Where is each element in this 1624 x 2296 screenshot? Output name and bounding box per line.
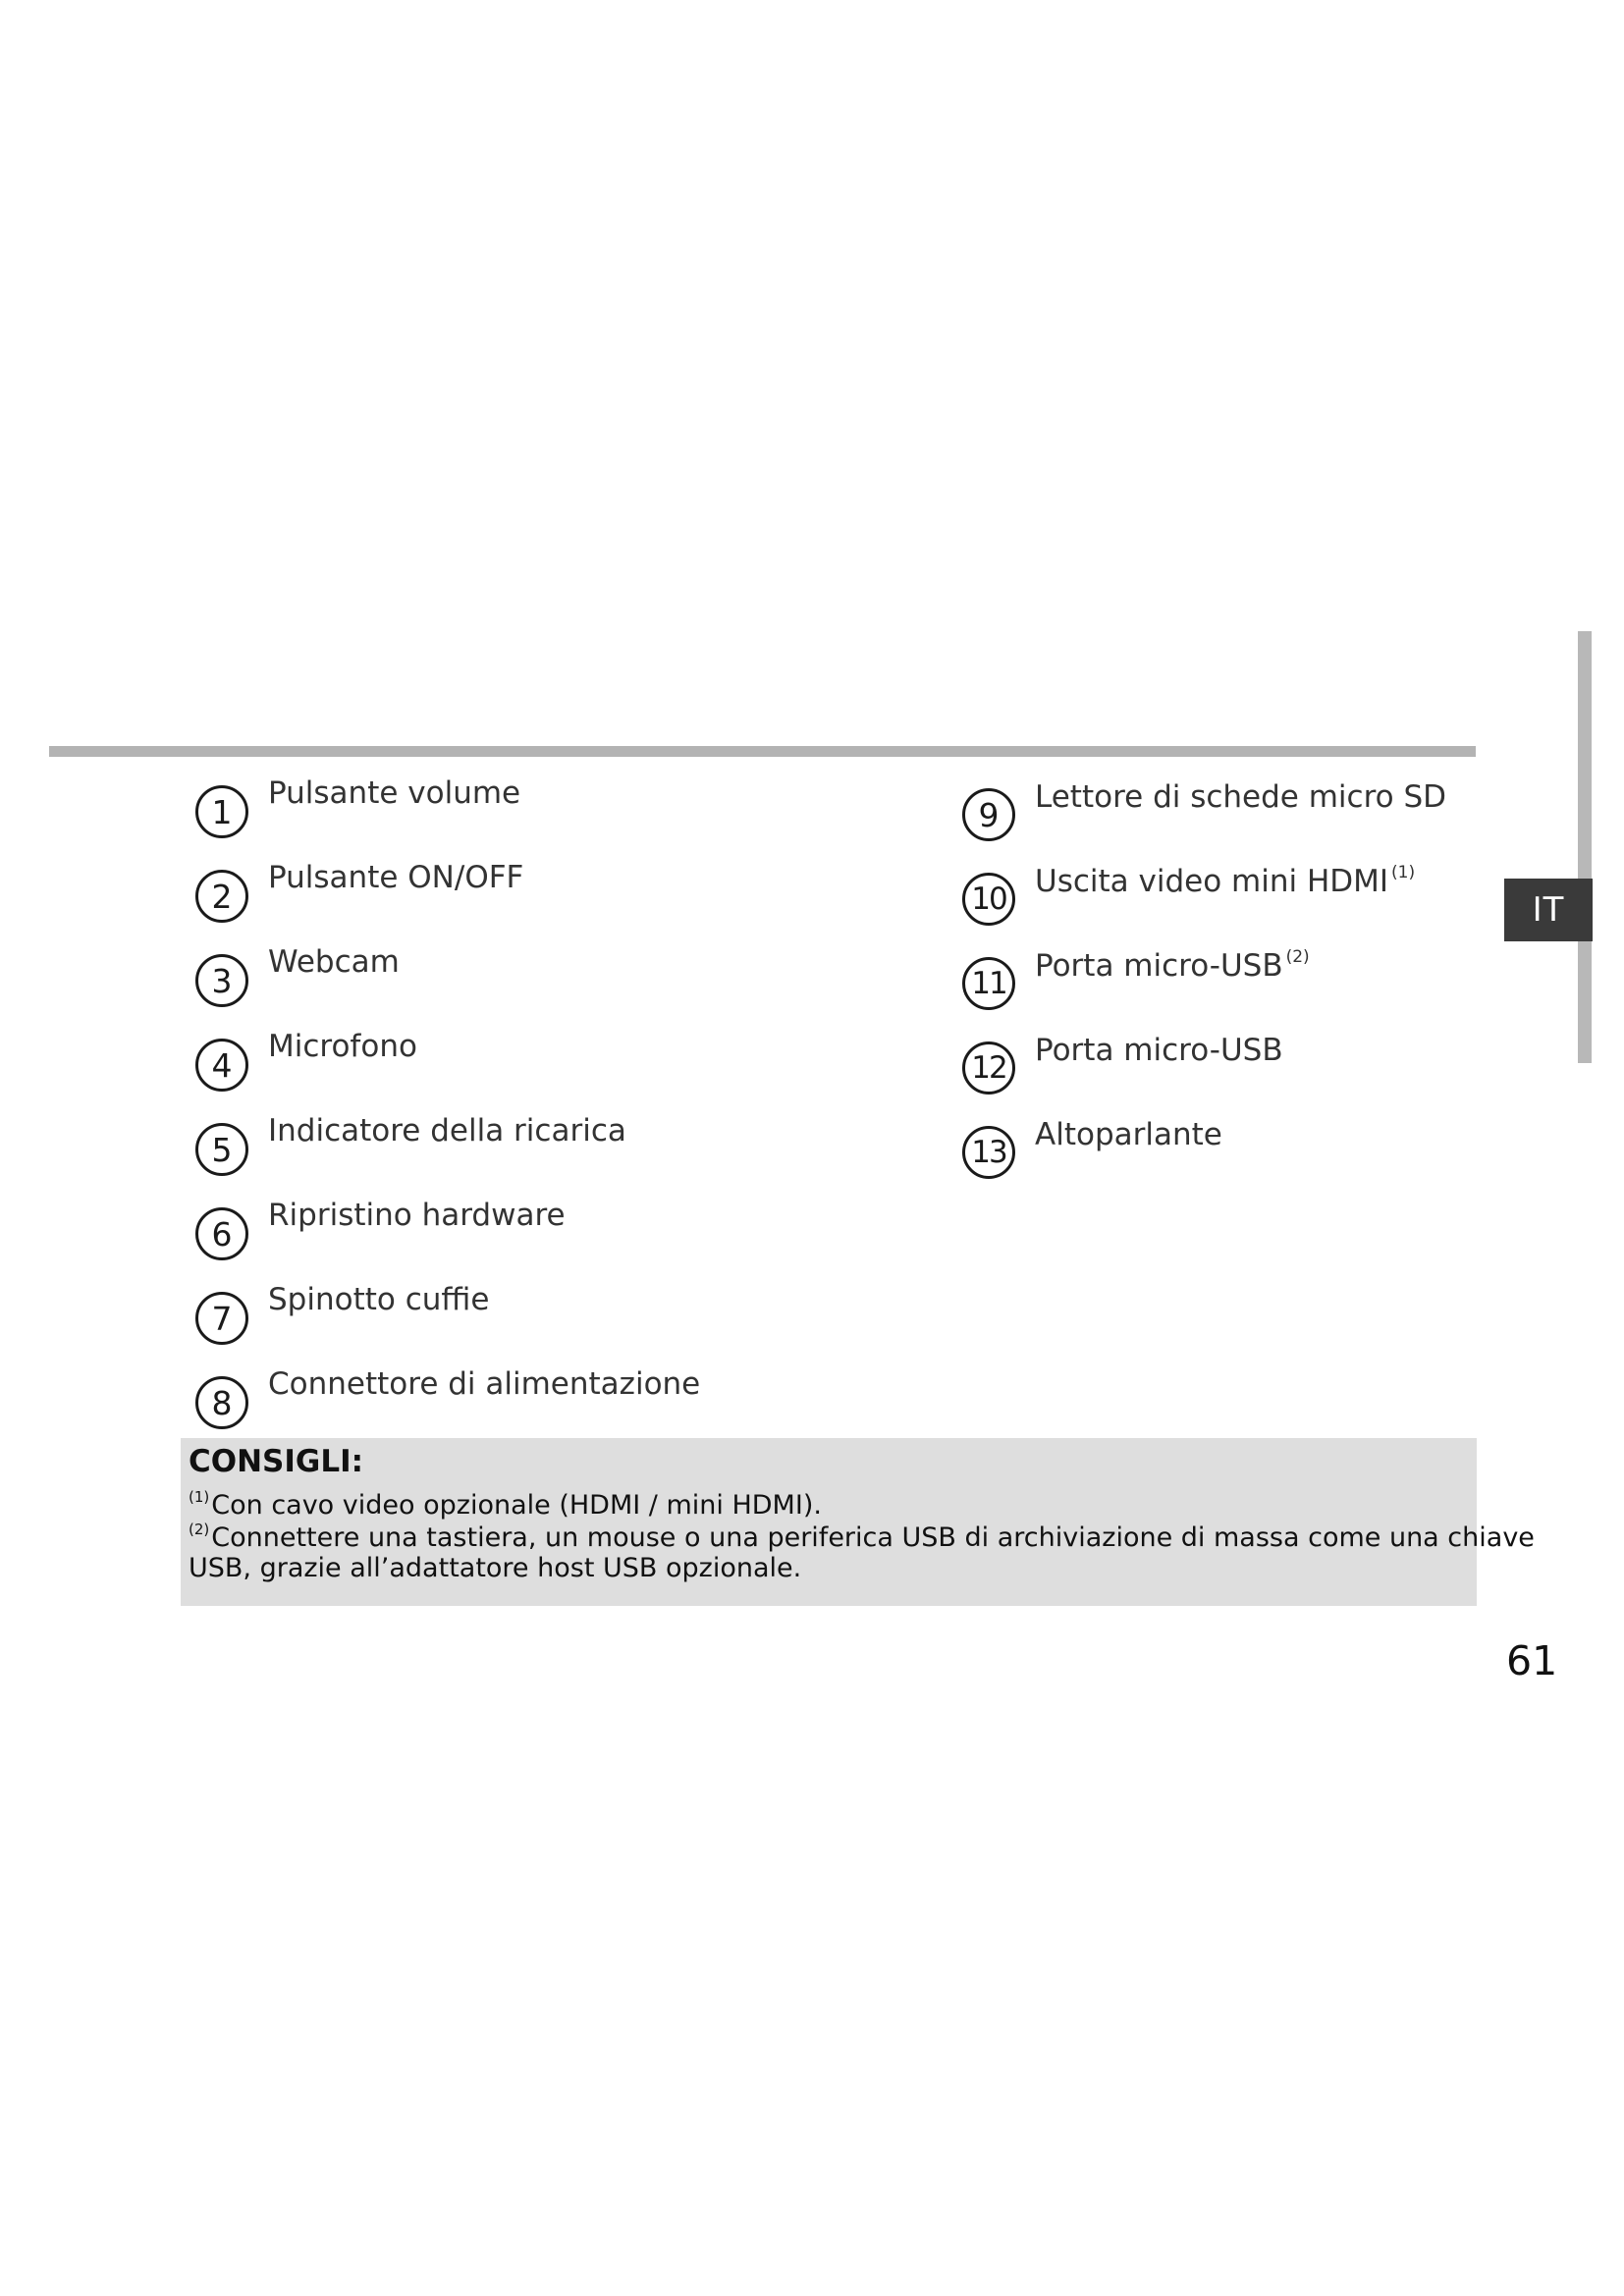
item-number-badge: 12 xyxy=(962,1041,1015,1095)
tips-box xyxy=(181,1438,1535,1606)
language-side-bar xyxy=(1578,631,1592,1063)
item-label: Altoparlante xyxy=(1035,1117,1222,1152)
tip-note-1: $^{(1)}$Con cavo video opzionale (HDMI / mini HDMI). xyxy=(189,1488,822,1521)
item-number-badge: 8 xyxy=(195,1376,248,1429)
item-label: Spinotto cuffie xyxy=(268,1282,490,1317)
footnote-marker: (2) xyxy=(189,1521,210,1538)
tip-note-2: $^{(2)}$Connettere una tastiera, un mouse o una periferica USB di archiviazione di massa come una chiave xyxy=(189,1521,1535,1553)
section-divider xyxy=(49,746,1476,757)
item-label: Microfono xyxy=(268,1029,417,1064)
tip-note-2-continued: USB, grazie all’adattatore host USB opzionale. xyxy=(189,1553,802,1583)
footnote-ref: (1) xyxy=(1391,863,1416,882)
item-number-badge: 3 xyxy=(195,954,248,1007)
item-label: Uscita video mini HDMI $^{(1)}$ xyxy=(1035,863,1416,899)
language-tab: IT xyxy=(1504,879,1593,941)
item-number-badge: 6 xyxy=(195,1207,248,1260)
item-number-badge: 7 xyxy=(195,1292,248,1345)
item-label: Porta micro-USB xyxy=(1035,1033,1283,1068)
item-label: Connettore di alimentazione xyxy=(268,1366,701,1402)
item-number-badge: 13 xyxy=(962,1126,1015,1179)
item-number-badge: 11 xyxy=(962,957,1015,1010)
page-number: 61 xyxy=(1506,1637,1558,1684)
item-label: Porta micro-USB $^{(2)}$ xyxy=(1035,947,1310,984)
footnote-ref: (2) xyxy=(1285,947,1310,967)
footnote-marker: (1) xyxy=(189,1488,210,1506)
item-number-badge: 5 xyxy=(195,1123,248,1176)
item-number-badge: 2 xyxy=(195,870,248,923)
item-number-badge: 1 xyxy=(195,785,248,838)
item-number-badge: 9 xyxy=(962,788,1015,841)
item-number-badge: 4 xyxy=(195,1039,248,1092)
tips-title: CONSIGLI: xyxy=(189,1444,364,1479)
item-label: Webcam xyxy=(268,944,400,980)
item-label: Pulsante volume xyxy=(268,775,521,811)
item-label: Indicatore della ricarica xyxy=(268,1113,626,1148)
item-label: Pulsante ON/OFF xyxy=(268,860,524,895)
item-label: Ripristino hardware xyxy=(268,1198,566,1233)
item-label: Lettore di schede micro SD xyxy=(1035,779,1447,815)
item-number-badge: 10 xyxy=(962,873,1015,926)
